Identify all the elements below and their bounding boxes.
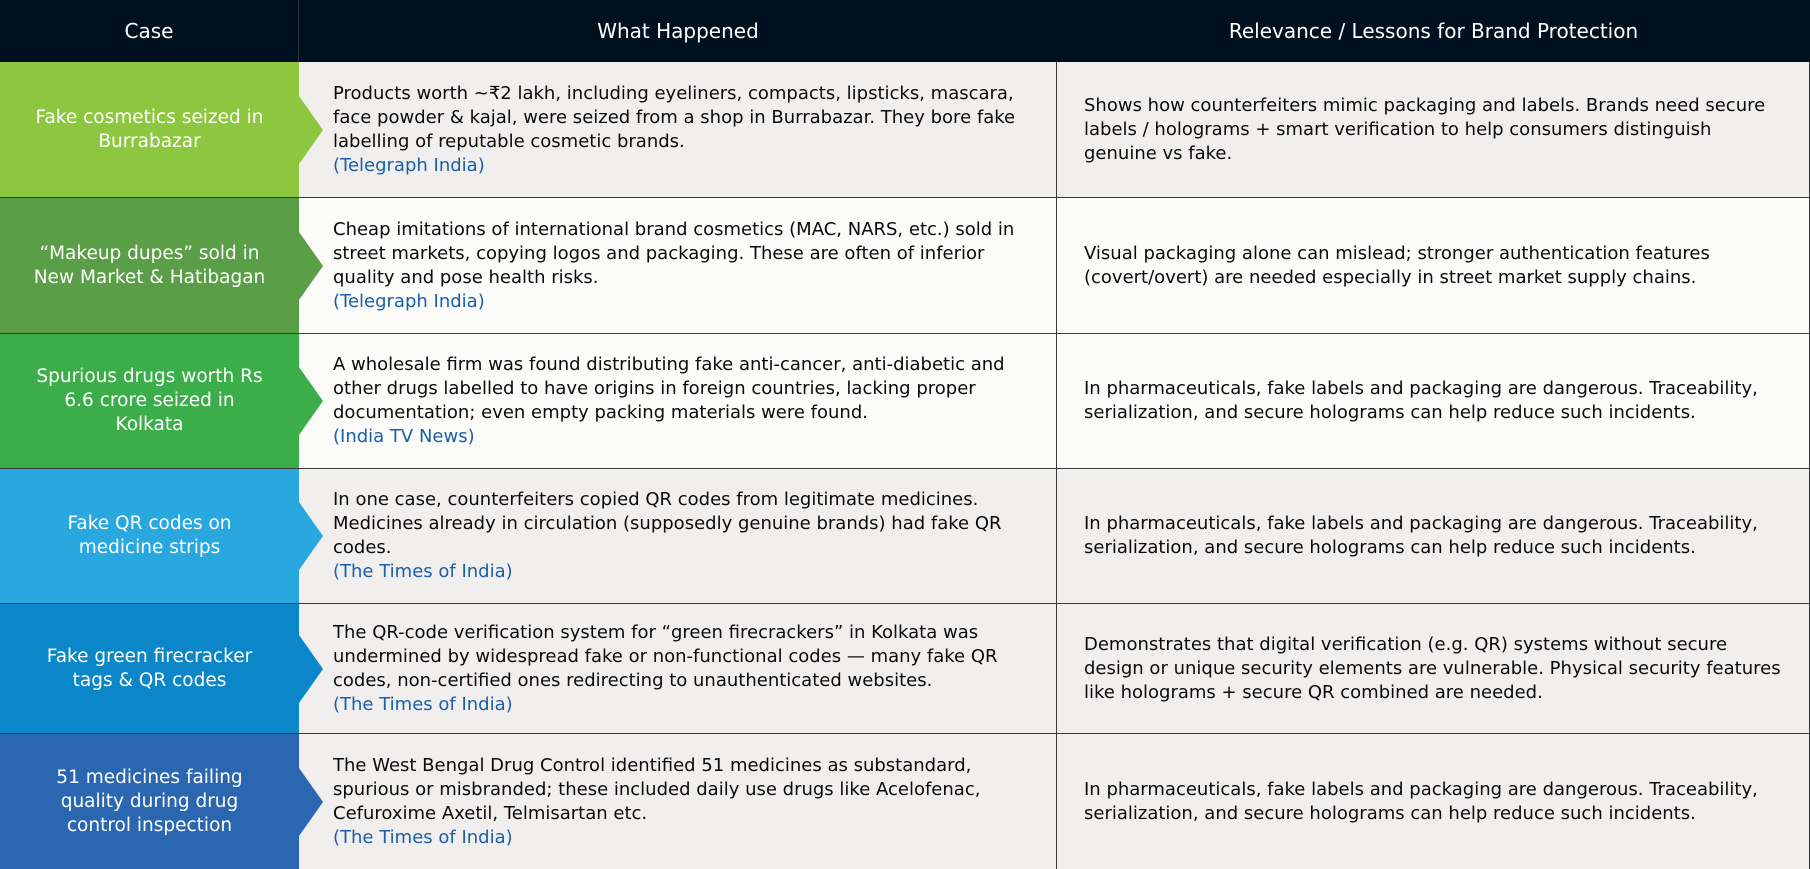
case-label: Fake green firecracker tags & QR codes [46, 645, 253, 691]
case-cell [0, 734, 299, 869]
source-link[interactable]: (Telegraph India) [333, 290, 485, 312]
table-header [0, 0, 1810, 62]
relevance-text: In pharmaceuticals, fake labels and packaging are dangerous. Traceability, serialization, and secure holograms can help reduce such incidents. [1084, 778, 1758, 824]
relevance-cell [1057, 469, 1810, 603]
relevance-cell [1057, 198, 1810, 333]
relevance-cell [1057, 62, 1810, 197]
case-label: “Makeup dupes” sold in New Market & Hatibagan [33, 242, 266, 288]
what-happened-cell [299, 334, 1057, 468]
case-cell [0, 198, 299, 333]
what-happened-text: Cheap imitations of international brand cosmetics (MAC, NARS, etc.) sold in street markets, copying logos and packaging. These are often of inferior quality and pose health risks. [333, 218, 1015, 288]
what-happened-text: A wholesale firm was found distributing fake anti-cancer, anti-diabetic and other drugs labelled to have origins in foreign countries, lacking proper documentation; even empty packing materials were found. [333, 354, 1005, 423]
table-row [0, 469, 1810, 604]
source-link[interactable]: (The Times of India) [333, 693, 513, 715]
arrow-icon [299, 635, 323, 703]
arrow-icon [299, 367, 323, 435]
relevance-text: In pharmaceuticals, fake labels and packaging are dangerous. Traceability, serialization, and secure holograms can help reduce such incidents. [1084, 378, 1758, 423]
case-label: Fake QR codes on medicine strips [67, 513, 232, 558]
source-link[interactable]: (The Times of India) [333, 826, 513, 848]
case-label: 51 medicines failing quality during drug control inspection [56, 766, 243, 836]
arrow-icon [299, 502, 323, 570]
case-cell [0, 469, 299, 603]
what-happened-cell [299, 604, 1057, 733]
what-happened-text: The QR-code verification system for “green firecrackers” in Kolkata was undermined by widespread fake or non-functional codes — many fake QR codes, non-certified ones redirecting to unauthenticated websites. [333, 621, 998, 691]
relevance-text: Visual packaging alone can mislead; stronger authentication features (covert/overt) are needed especially in street market supply chains. [1084, 242, 1710, 288]
arrow-icon [299, 768, 323, 836]
source-link[interactable]: (Telegraph India) [333, 154, 485, 176]
table-row [0, 604, 1810, 734]
header-relevance: Relevance / Lessons for Brand Protection [1228, 19, 1639, 43]
source-link[interactable]: (The Times of India) [333, 561, 513, 582]
what-happened-cell [299, 62, 1057, 197]
case-cell [0, 334, 299, 468]
what-happened-text: In one case, counterfeiters copied QR codes from legitimate medicines. Medicines already in circulation (supposedly genuine brands) had fake QR codes. [333, 489, 1002, 558]
relevance-cell [1057, 334, 1810, 468]
case-cell [0, 604, 299, 733]
what-happened-text: Products worth ~₹2 lakh, including eyeliners, compacts, lipsticks, mascara, face powder & kajal, were seized from a shop in Burrabazar. They bore fake labelling of reputable cosmetic brands. [333, 82, 1016, 152]
header-what-happened: What Happened [597, 19, 759, 43]
table-row [0, 62, 1810, 198]
table-row [0, 198, 1810, 334]
table-row [0, 734, 1810, 869]
case-label: Spurious drugs worth Rs 6.6 crore seized in Kolkata [36, 366, 263, 435]
arrow-icon [299, 96, 323, 164]
what-happened-cell [299, 198, 1057, 333]
what-happened-cell [299, 469, 1057, 603]
source-link[interactable]: (India TV News) [333, 426, 475, 447]
case-cell [0, 62, 299, 197]
relevance-cell [1057, 734, 1810, 869]
case-label: Fake cosmetics seized in Burrabazar [35, 106, 264, 152]
arrow-icon [299, 232, 323, 300]
header-case: Case [0, 0, 299, 62]
table-row [0, 334, 1810, 469]
what-happened-cell [299, 734, 1057, 869]
relevance-text: Demonstrates that digital verification (e.g. QR) systems without secure design or unique security elements are vulnerable. Physical security features like holograms + secure QR combined are needed. [1084, 633, 1781, 703]
relevance-text: Shows how counterfeiters mimic packaging and labels. Brands need secure labels / holograms + smart verification to help consumers distinguish genuine vs fake. [1084, 94, 1766, 164]
relevance-text: In pharmaceuticals, fake labels and packaging are dangerous. Traceability, serialization, and secure holograms can help reduce such incidents. [1084, 513, 1758, 558]
what-happened-text: The West Bengal Drug Control identified 51 medicines as substandard, spurious or misbranded; these included daily use drugs like Acelofenac, Cefuroxime Axetil, Telmisartan etc. [333, 754, 981, 824]
relevance-cell [1057, 604, 1810, 733]
